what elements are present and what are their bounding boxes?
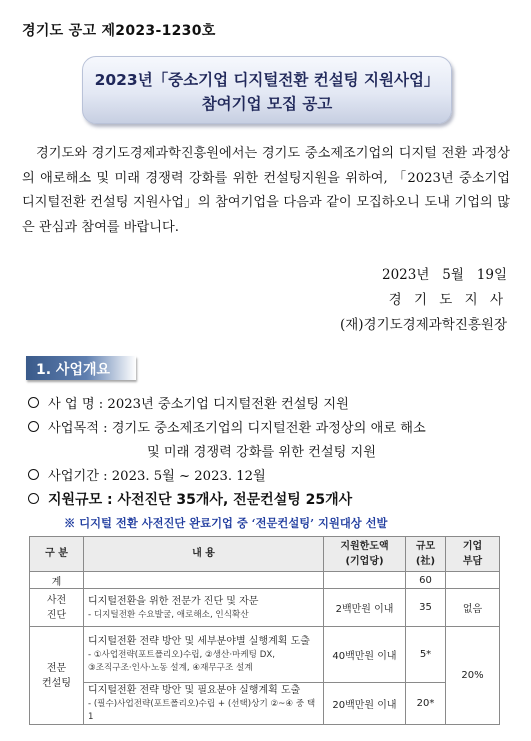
header-limit	[324, 537, 406, 572]
overview-item-purpose-continuation: 및 미래 경쟁력 강화를 위한 컨설팅 지원	[147, 445, 376, 460]
signature-governor: 경 기 도 지 사	[388, 292, 507, 308]
header-limit-line1: 지원한도액	[340, 541, 389, 552]
circle-bullet-icon	[28, 397, 39, 408]
total-burden	[446, 572, 500, 589]
title-line-1: 2023년「중소기업 디지털전환 컨설팅 지원사업」	[94, 71, 440, 89]
header-limit-line2: (기업당)	[345, 556, 384, 567]
consulting-2-limit: 20백만원 이내	[324, 683, 406, 725]
header-category: 구 분	[30, 537, 84, 572]
diagnosis-content-sub: - 디지털전환 수요발굴, 애로해소, 인식확산	[88, 609, 249, 620]
selection-note: ※ 디지털 전환 사전진단 완료기업 중 ‘전문컨설팅’ 지원대상 선발	[64, 516, 388, 530]
intro-paragraph: 경기도와 경기도경제과학진흥원에서는 경기도 중소제조기업의 디지털 전환 과정상의 애로해소 및 미래 경쟁력 강화를 위한 컨설팅지원을 위하여, 「2023년 중소기업 디지털전환 컨설팅 지원사업」의 참여기업을 다음과 같이 모집하오니 도내 기업의 많은 관심과 참여를 바랍니다.	[22, 146, 510, 235]
header-scale-line1: 규모	[415, 541, 436, 552]
title-banner	[82, 56, 452, 124]
header-burden-line2: 부담	[462, 556, 483, 567]
overview-item-purpose	[28, 417, 426, 436]
overview-item-purpose-text: 사업목적 : 경기도 중소제조기업의 디지털전환 과정상의 애로 해소	[48, 421, 426, 436]
circle-bullet-icon	[28, 493, 39, 504]
section-heading	[26, 356, 136, 380]
diagnosis-category-line2: 진단	[46, 609, 67, 621]
consulting-2-content-sub: - (필수)사업전략(포트폴리오)수립 + (선택)상기 ②~④ 중 택1	[88, 699, 316, 722]
diagnosis-category	[30, 589, 84, 627]
diagnosis-burden: 없음	[446, 589, 500, 627]
consulting-1-content-sub2: ③조직구조·인사·노동 설계, ④재무구조 설계	[88, 663, 253, 673]
diagnosis-content-main: 디지털전환을 위한 전문가 진단 및 자문	[88, 595, 259, 607]
total-limit	[324, 572, 406, 589]
table-row-diagnosis	[30, 589, 500, 627]
overview-item-scale-text: 지원규모 : 사전진단 35개사, 전문컨설팅 25개사	[48, 492, 353, 508]
overview-item-name	[28, 393, 349, 412]
table-row-consulting-2	[30, 683, 500, 725]
diagnosis-category-line1: 사전	[46, 594, 67, 606]
diagnosis-content	[84, 589, 324, 627]
consulting-category	[30, 627, 84, 725]
consulting-1-content-sub1: - ①사업전략(포트폴리오)수립, ②생산·마케팅 DX,	[88, 650, 275, 660]
notice-number: 경기도 공고 제2023-1230호	[22, 23, 216, 39]
consulting-2-scale: 20*	[406, 683, 446, 725]
header-scale-line2: (社)	[415, 556, 436, 567]
total-scale: 60	[406, 572, 446, 589]
overview-item-name-text: 사 업 명 : 2023년 중소기업 디지털전환 컨설팅 지원	[48, 397, 349, 412]
overview-item-period	[28, 465, 266, 484]
header-burden	[446, 537, 500, 572]
consulting-burden: 20%	[446, 627, 500, 725]
total-content	[84, 572, 324, 589]
consulting-1-content-main: 디지털전환 전략 방안 및 세부분야별 실행계획 도출	[88, 636, 310, 647]
signature-date: 2023년 5월 19일	[382, 267, 507, 283]
diagnosis-limit: 2백만원 이내	[324, 589, 406, 627]
table-header-row	[30, 537, 500, 572]
consulting-2-content-main: 디지털전환 전략 방안 및 필요분야 실행계획 도출	[88, 685, 301, 696]
header-burden-line1: 기업	[462, 541, 483, 552]
table-row-consulting-1	[30, 627, 500, 683]
circle-bullet-icon	[28, 421, 39, 432]
consulting-category-line1: 전문	[46, 662, 67, 674]
consulting-1-content	[84, 627, 324, 683]
title-line-2: 참여기업 모집 공고	[201, 95, 333, 113]
total-label: 계	[30, 572, 84, 589]
signature-agency: (재)경기도경제과학진흥원장	[339, 317, 507, 333]
table-row-total	[30, 572, 500, 589]
consulting-1-scale: 5*	[406, 627, 446, 683]
header-scale	[406, 537, 446, 572]
diagnosis-scale: 35	[406, 589, 446, 627]
header-content: 내 용	[84, 537, 324, 572]
consulting-1-limit: 40백만원 이내	[324, 627, 406, 683]
section-heading-text: 1. 사업개요	[36, 362, 111, 378]
consulting-category-line2: 컨설팅	[42, 677, 71, 689]
circle-bullet-icon	[28, 469, 39, 480]
overview-item-scale	[28, 489, 352, 509]
overview-item-period-text: 사업기간 : 2023. 5월 ~ 2023. 12월	[48, 469, 266, 484]
consulting-2-content	[84, 683, 324, 725]
support-table	[29, 536, 500, 725]
